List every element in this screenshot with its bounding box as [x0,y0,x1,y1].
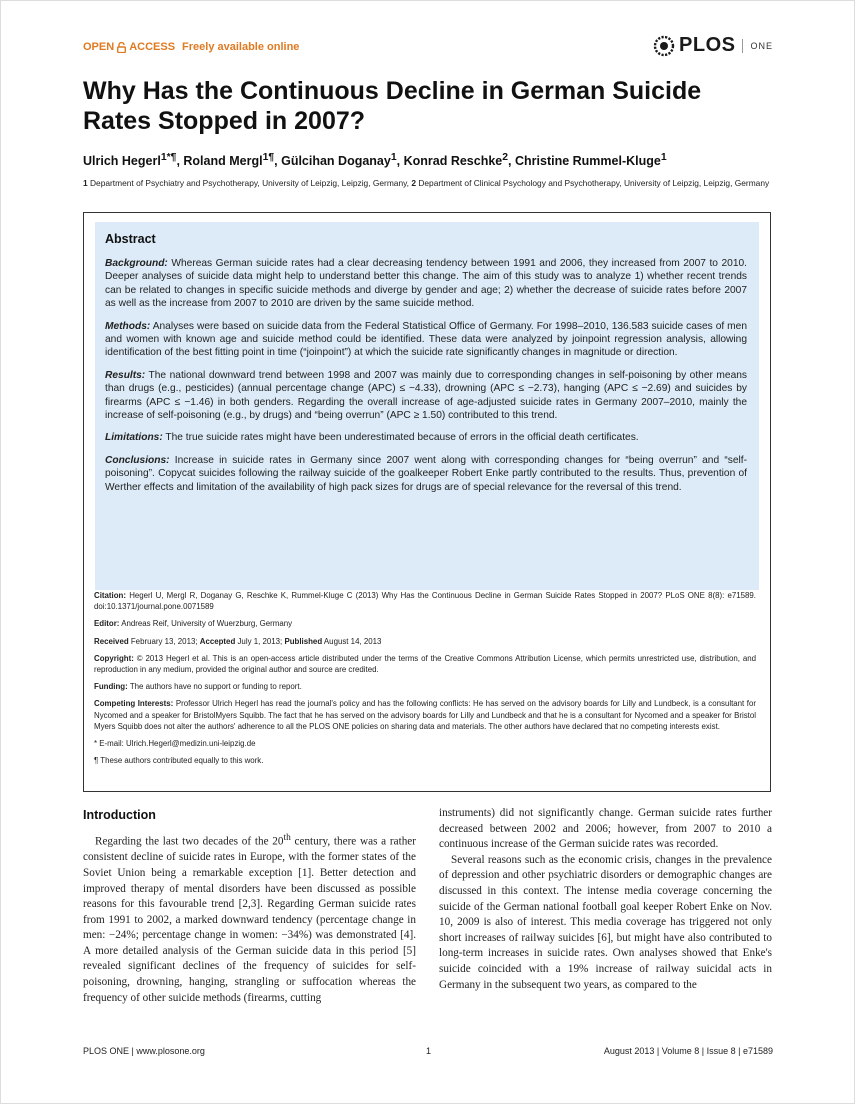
author-name: Gülcihan Doganay [281,154,391,169]
abstract-limitations [105,431,747,444]
affiliations [83,177,773,190]
citation [94,590,756,612]
author-affiliation-mark: 1 [660,152,667,163]
meta-label: Received [94,636,129,646]
author-name: Konrad Reschke [403,154,503,169]
section-text: Increase in suicide rates in Germany since 2007 went along with corresponding changes for “being overrun” and “self-poisoning”. Copycat suicides following the railway suicide of the goalkeeper Robert Enke partly contributed to the results. Thus, prevention of Werther effects and limitation of the availability of high pack sizes for drugs are of special relevance for the reversal of this trend. [105,454,747,493]
introduction-paragraph-2: Several reasons such as the economic crisis, changes in the prevalence of depression and other psychiatric disorders or demographic changes are discussed in this context. The intense media coverage concerning the suicide of the German national football goal keeper Robert Enke on Nov. 10, 2009 is also of interest. This media coverage has triggered not only short increases of railway suicides [6], but might have also contributed to long-term increases in suicide rates. Own analyses showed that Enke's suicide coincided with a 19% increase of railway suicidal acts in Germany in the subsequent two years, as compared to the [439,853,772,991]
meta-label: Copyright: [94,653,134,663]
article-title [83,76,773,136]
section-label: Results: [105,369,146,381]
journal-header [83,34,773,60]
author-affiliation-mark: 1 [390,152,397,163]
meta-text: July 1, 2013; [237,636,283,646]
meta-text: Professor Ulrich Hegerl has read the journal's policy and has the following conflicts: He has served on the advisory boards for Lilly and Lundbeck, is a consultant for Nycomed and a speaker for BristolMyers Squibb. The fact that he has served on the advisory boards for Lilly and Lundbeck and that he is a consultant for Nycomed and a speaker for Bristol Myers Squibb does not alter the authors' adherence to all the PLOS ONE policies on sharing data and materials. The other authors have declared that no competing interests exist. [94,699,756,731]
introduction-paragraph-1 [83,831,416,1006]
dates [94,636,756,647]
meta-label: Competing Interests: [94,699,174,709]
meta-text: The authors have no support or funding to report. [129,682,302,692]
abstract-methods [105,320,747,360]
abstract-conclusions [105,454,747,494]
section-text: Whereas German suicide rates had a clear decreasing tendency between 1991 and 2006, they increased from 2007 to 2010. Deeper analyses of suicide data might help to understand better this change. The aim of this study was to analyze 1) whether recent trends can be related to changes in specific suicide methods and diverge by gender and age; 2) whether the decrease of suicide rates before 2007 as well as the increase from 2007 to 2010 are driven by the same suicide method. [105,258,747,310]
abstract-results [105,369,747,423]
meta-label: Funding: [94,682,128,692]
meta-text: February 13, 2013; [130,636,198,646]
meta-label: Editor: [94,619,120,629]
right-column [439,806,772,993]
author-affiliation-mark: 2 [502,152,509,163]
competing-interests [94,698,756,732]
footer-journal[interactable]: PLOS ONE | www.plosone.org [83,1046,205,1056]
access-label: ACCESS [129,41,176,53]
author-name: Christine Rummel-Kluge [515,154,661,169]
meta-label: Accepted [199,636,236,646]
section-label: Conclusions: [105,454,170,466]
abstract-panel [95,222,759,590]
abstract-heading: Abstract [105,232,156,246]
open-lock-icon [117,42,126,53]
title-line-1: Why Has the Continuous Decline in German Suicide [83,77,702,105]
open-label: OPEN [83,41,115,53]
affiliation-number: 1 [83,178,88,188]
introduction-paragraph-1-continued: instruments) did not significantly change. German suicide rates further decreased between 2002 and 2006; however, from 2007 to 2010 a continuous increase of the German suicide rates was recorded. [439,807,772,851]
meta-text: August 14, 2013 [323,636,382,646]
equal-contribution-note: ¶ These authors contributed equally to this work. [94,756,264,766]
paragraph-text: Regarding the last two decades of the 20 [95,835,284,848]
section-text: The true suicide rates might have been underestimated because of errors in the official death certificates. [165,432,639,444]
author-name: Ulrich Hegerl [83,154,161,169]
editor [94,618,756,629]
ordinal-superscript: th [283,833,291,843]
section-text: Analyses were based on suicide data from the Federal Statistical Office of Germany. For 1998–2010, 136.583 suicide cases of men and women with known age and suicide method could be identified. These data were analyzed by joinpoint regression analysis, allowing identification of the best fitting point in time (“joinpoint”) at which the suicide rate significantly changes in magnitude or direction. [105,320,747,359]
meta-text: Andreas Reif, University of Wuerzburg, Germany [121,619,293,629]
section-label: Methods: [105,320,151,332]
section-text: The national downward trend between 1998 and 2007 was mainly due to corresponding changes in self-poisoning by other means than drugs (e.g., pesticides) (annual percentage change (APC) ≤ −4.33), drowning (APC ≤ −2.73), hanging (APC ≤ −2.69) and suicides by firearms (APC ≤ −1.46) in both genders. Regarding the overall increase of age-adjusted suicide rates in Germany 2007–2010, mainly the increase of self-poisoning (e.g., by drugs) and “being overrun” (APC ≥ 1.50) contributed to this trend. [105,369,747,422]
author-name: Roland Mergl [183,154,263,169]
article-metadata [94,590,756,772]
open-access-banner[interactable] [83,41,299,53]
copyright [94,653,756,675]
one-wordmark: ONE [750,40,773,51]
funding [94,681,756,692]
author-list: Ulrich Hegerl$^{1*\P}$, Roland Mergl$^{1\P}$, Gülcihan Doganay$^1$, Konrad Reschke$^2$, Christine Rummel-Kluge$^1$ [83,152,667,169]
section-label: Background: [105,258,168,269]
section-label: Limitations: [105,432,163,444]
author-affiliation-mark: 1¶ [262,152,275,163]
affiliation-text: Department of Psychiatry and Psychotherapy, University of Leipzig, Leipzig, Germany, [90,178,410,188]
author-affiliation-mark: 1*¶ [160,152,177,163]
corresponding-email[interactable]: * E-mail: Ulrich.Hegerl@medizin.uni-leipzig.de [94,739,256,749]
introduction-heading: Introduction [83,808,156,822]
left-column [83,808,416,1006]
footer-issue: August 2013 | Volume 8 | Issue 8 | e71589 [603,1046,773,1056]
meta-label: Citation: [94,591,126,600]
affiliation-number: 2 [411,178,417,188]
abstract-background [105,257,747,311]
title-line-2: Rates Stopped in 2007? [83,107,366,135]
plos-wordmark: PLOS [679,34,736,56]
plos-one-logo[interactable] [653,34,773,57]
page-number: 1 [426,1046,432,1056]
freely-available-label: Freely available online [182,41,300,53]
affiliation-text: Department of Clinical Psychology and Psychotherapy, University of Leipzig, Leipzig, Germany [418,178,770,188]
plos-logo-icon [653,35,675,57]
logo-divider [742,39,743,53]
paragraph-text: century, there was a rather consistent decline of suicide rates in Europe, with the former states of the Soviet Union being a remarkable exception [1]. Better detection and improved therapy of mental disorders have been discussed as possible reasons for this favourable trend [2,3]. Regarding German suicide rates from 1991 to 2002, a marked downward tendency (percentage change in men: −24%; percentage change in women: −34%) was demonstrated [4]. A more detailed analysis of the German suicide data in this period [5] revealed significant declines of the frequency of suicides for self-poisoning, drowning, hanging, strangling or suffocation whereas the frequency of other suicide methods (firearms, cutting [83,835,416,1004]
meta-label: Published [284,636,323,646]
meta-text: © 2013 Hegerl et al. This is an open-access article distributed under the terms of the Creative Commons Attribution License, which permits unrestricted use, distribution, and reproduction in any medium, provided the original author and source are credited. [94,653,756,675]
meta-text: Hegerl U, Mergl R, Doganay G, Reschke K, Rummel-Kluge C (2013) Why Has the Continuous Decline in German Suicide Rates Stopped in 2007? PLoS ONE 8(8): e71589. doi:10.1371/journal.pone.0071589 [94,591,756,612]
